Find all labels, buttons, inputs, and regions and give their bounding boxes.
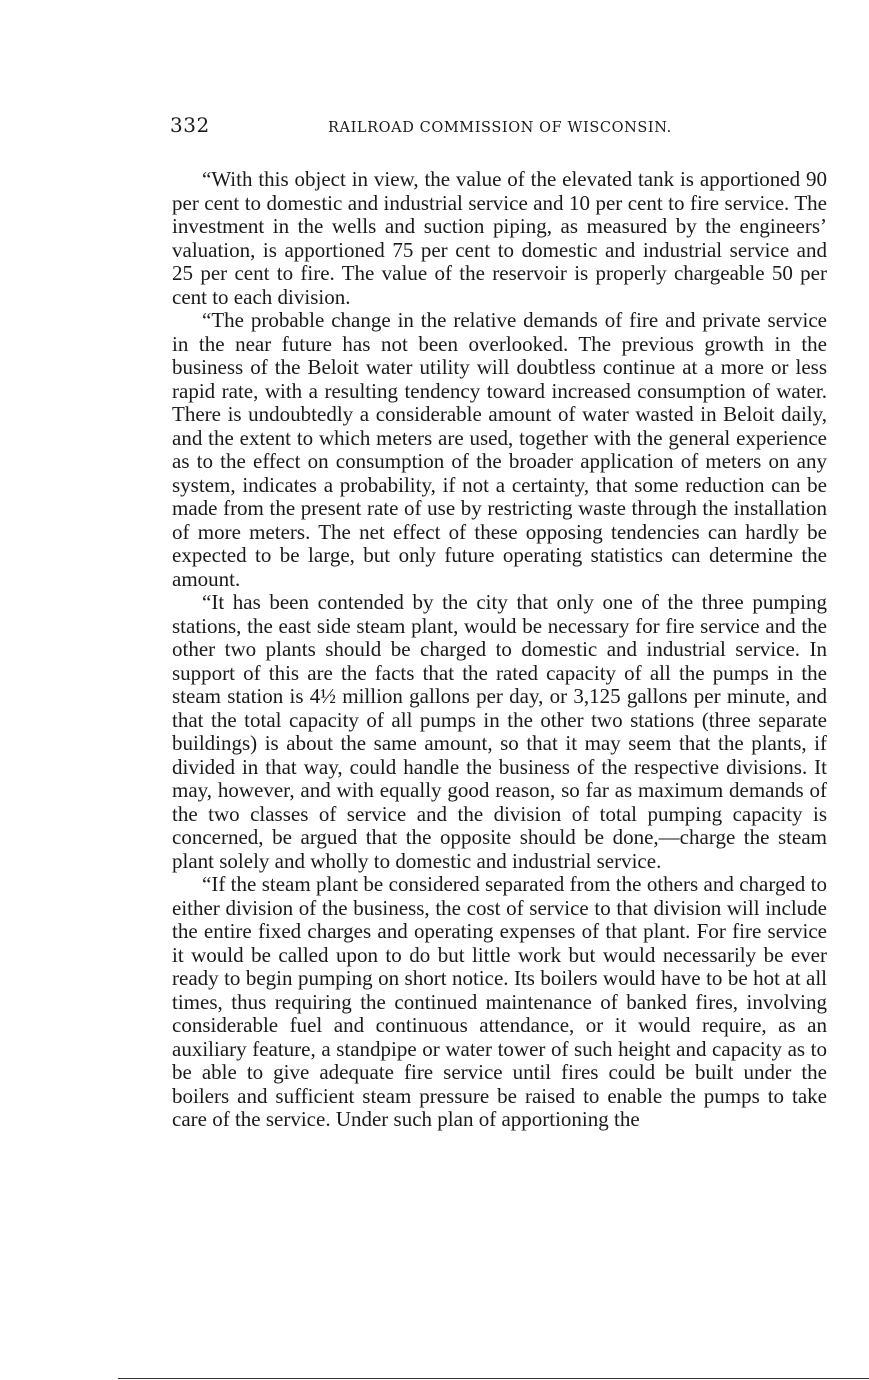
paragraph-3: “It has been contended by the city that only one of the three pumping stations, the east side steam plant, would be necessary for fire service and the other two plants should be charged to domestic and industrial service. In support of this are the facts that the rated capacity of all the pumps in the steam station is 4½ million gallons per day, or 3,125 gallons per minute, and that the total capacity of all pumps in the other two stations (three separate buildings) is about the same amount, so that it may seem that the plants, if divided in that way, could handle the business of the respective divisions. It may, however, and with equally good reason, so far as maximum demands of the two classes of service and the division of total pumping capacity is concerned, be argued that the opposite should be done,—charge the steam plant solely and wholly to domestic and industrial service. (172, 590, 827, 873)
page-number: 332 (170, 113, 210, 137)
body-text (172, 168, 827, 1132)
page-header (170, 113, 830, 143)
paragraph-2: “The probable change in the relative demands of fire and private service in the near future has not been overlooked. The previous growth in the business of the Beloit water utility will doubtless continue at a more or less rapid rate, with a resulting tendency toward increased consumption of water. There is undoubtedly a considerable amount of water wasted in Beloit daily, and the extent to which meters are used, together with the general experience as to the effect on consumption of the broader application of meters on any system, indicates a probability, if not a certainty, that some reduction can be made from the present rate of use by restricting waste through the installation of more meters. The net effect of these opposing tendencies can hardly be expected to be large, but only future operating statistics can determine the amount. (172, 308, 827, 591)
bottom-rule (118, 1378, 869, 1379)
paragraph-4: “If the steam plant be considered separated from the others and charged to either division of the business, the cost of service to that division will include the entire fixed charges and operating expenses of that plant. For fire service it would be called upon to do but little work but would necessarily be ever ready to begin pumping on short notice. Its boilers would have to be hot at all times, thus requiring the continued maintenance of banked fires, involving considerable fuel and continuous attendance, or it would require, as an auxiliary feature, a standpipe or water tower of such height and capacity as to be able to give adequate fire service until fires could be built under the boilers and sufficient steam pressure be raised to enable the pumps to take care of the service. Under such plan of apportioning the (172, 872, 827, 1131)
running-head: RAILROAD COMMISSION OF WISCONSIN. (328, 120, 672, 136)
paragraph-1: “With this object in view, the value of the elevated tank is apportioned 90 per cent to domestic and industrial service and 10 per cent to fire service. The investment in the wells and suction piping, as measured by the engineers’ valuation, is apportioned 75 per cent to domestic and industrial service and 25 per cent to fire. The value of the reservoir is properly chargeable 50 per cent to each division. (172, 167, 827, 309)
